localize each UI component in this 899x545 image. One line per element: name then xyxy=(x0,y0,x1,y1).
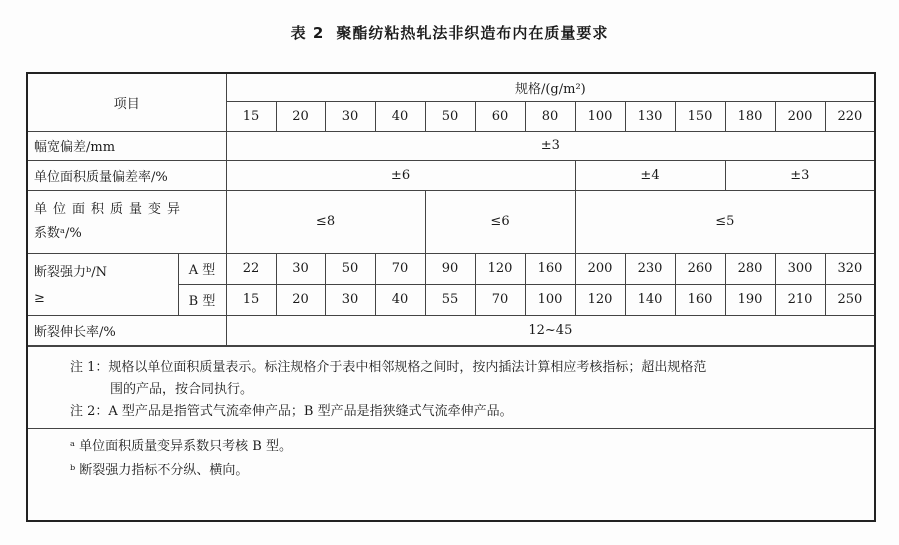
spec-cell: 80 xyxy=(525,101,575,131)
note-1-line-1: 注 1：规格以单位面积质量表示。标注规格介于表中相邻规格之间时，按内插法计算相应考核指标；超出规格范 xyxy=(70,359,707,375)
footnote-b: ᵇ 断裂强力指标不分纵、横向。 xyxy=(70,462,249,478)
mass-cv-label xyxy=(28,190,226,253)
spec-cell: 130 xyxy=(625,101,675,131)
spec-cell: 180 xyxy=(725,101,775,131)
strength-a-cell: 90 xyxy=(425,253,475,284)
mass-cv-label-line1: 单位面积质量变异 xyxy=(34,201,187,217)
notes-section xyxy=(28,346,874,428)
strength-a-cell: 320 xyxy=(825,253,874,284)
mass-cv-value: ≤6 xyxy=(425,190,575,253)
strength-label-line2: ≥ xyxy=(34,290,45,306)
strength-b-cell: 190 xyxy=(725,284,775,315)
strength-b-cell: 160 xyxy=(675,284,725,315)
spec-cell: 20 xyxy=(276,101,325,131)
strength-a-cell: 160 xyxy=(525,253,575,284)
strength-b-cell: 30 xyxy=(325,284,375,315)
row-mass-cv xyxy=(28,190,874,253)
strength-a-cell: 280 xyxy=(725,253,775,284)
strength-b-cell: 120 xyxy=(575,284,625,315)
item-header: 项目 xyxy=(28,74,226,131)
type-a-label: A 型 xyxy=(178,253,226,284)
strength-b-cell: 55 xyxy=(425,284,475,315)
type-b-label: B 型 xyxy=(178,284,226,315)
strength-b-cell: 20 xyxy=(276,284,325,315)
mass-dev-value: ±6 xyxy=(226,160,575,190)
strength-b-cell: 140 xyxy=(625,284,675,315)
footnote-a: ᵃ 单位面积质量变异系数只考核 B 型。 xyxy=(70,438,292,454)
spec-cell: 220 xyxy=(825,101,874,131)
table-title xyxy=(0,22,899,43)
table-caption: 聚酯纺粘热轧法非织造布内在质量要求 xyxy=(336,24,609,42)
strength-b-cell: 15 xyxy=(226,284,276,315)
mass-cv-value: ≤8 xyxy=(226,190,425,253)
spec-table-frame xyxy=(26,72,876,522)
strength-a-cell: 260 xyxy=(675,253,725,284)
mass-dev-value: ±4 xyxy=(575,160,725,190)
strength-b-cell: 100 xyxy=(525,284,575,315)
row-width-deviation xyxy=(28,131,874,160)
elongation-value: 12~45 xyxy=(226,315,874,345)
note-1-line-2: 围的产品，按合同执行。 xyxy=(110,381,254,397)
spec-cell: 150 xyxy=(675,101,725,131)
strength-a-cell: 70 xyxy=(375,253,425,284)
mass-dev-label: 单位面积质量偏差率/% xyxy=(28,160,226,190)
strength-label-line1: 断裂强力ᵇ/N xyxy=(34,264,107,280)
footnotes-section xyxy=(28,428,874,483)
header-row-1 xyxy=(28,74,874,101)
width-dev-value: ±3 xyxy=(226,131,874,160)
row-elongation xyxy=(28,315,874,345)
spec-header: 规格/(g/m²) xyxy=(226,74,874,101)
strength-a-cell: 22 xyxy=(226,253,276,284)
row-strength-a xyxy=(28,253,874,284)
mass-cv-value: ≤5 xyxy=(575,190,874,253)
strength-a-cell: 300 xyxy=(775,253,825,284)
mass-cv-label-line2: 系数ᵃ/% xyxy=(34,225,82,241)
spec-cell: 30 xyxy=(325,101,375,131)
spec-cell: 15 xyxy=(226,101,276,131)
spec-cell: 100 xyxy=(575,101,625,131)
strength-b-cell: 70 xyxy=(475,284,525,315)
spec-cell: 200 xyxy=(775,101,825,131)
strength-b-cell: 40 xyxy=(375,284,425,315)
row-mass-deviation xyxy=(28,160,874,190)
note-2: 注 2：A 型产品是指管式气流牵伸产品；B 型产品是指狭缝式气流牵伸产品。 xyxy=(70,403,513,419)
strength-label xyxy=(28,253,178,315)
strength-a-cell: 200 xyxy=(575,253,625,284)
spec-cell: 40 xyxy=(375,101,425,131)
mass-dev-value: ±3 xyxy=(725,160,874,190)
strength-a-cell: 120 xyxy=(475,253,525,284)
table-number: 表 2 xyxy=(290,24,325,42)
strength-a-cell: 230 xyxy=(625,253,675,284)
strength-a-cell: 50 xyxy=(325,253,375,284)
spec-table xyxy=(28,74,874,346)
width-dev-label: 幅宽偏差/mm xyxy=(28,131,226,160)
strength-b-cell: 250 xyxy=(825,284,874,315)
elongation-label: 断裂伸长率/% xyxy=(28,315,226,345)
spec-cell: 60 xyxy=(475,101,525,131)
strength-b-cell: 210 xyxy=(775,284,825,315)
spec-cell: 50 xyxy=(425,101,475,131)
strength-a-cell: 30 xyxy=(276,253,325,284)
